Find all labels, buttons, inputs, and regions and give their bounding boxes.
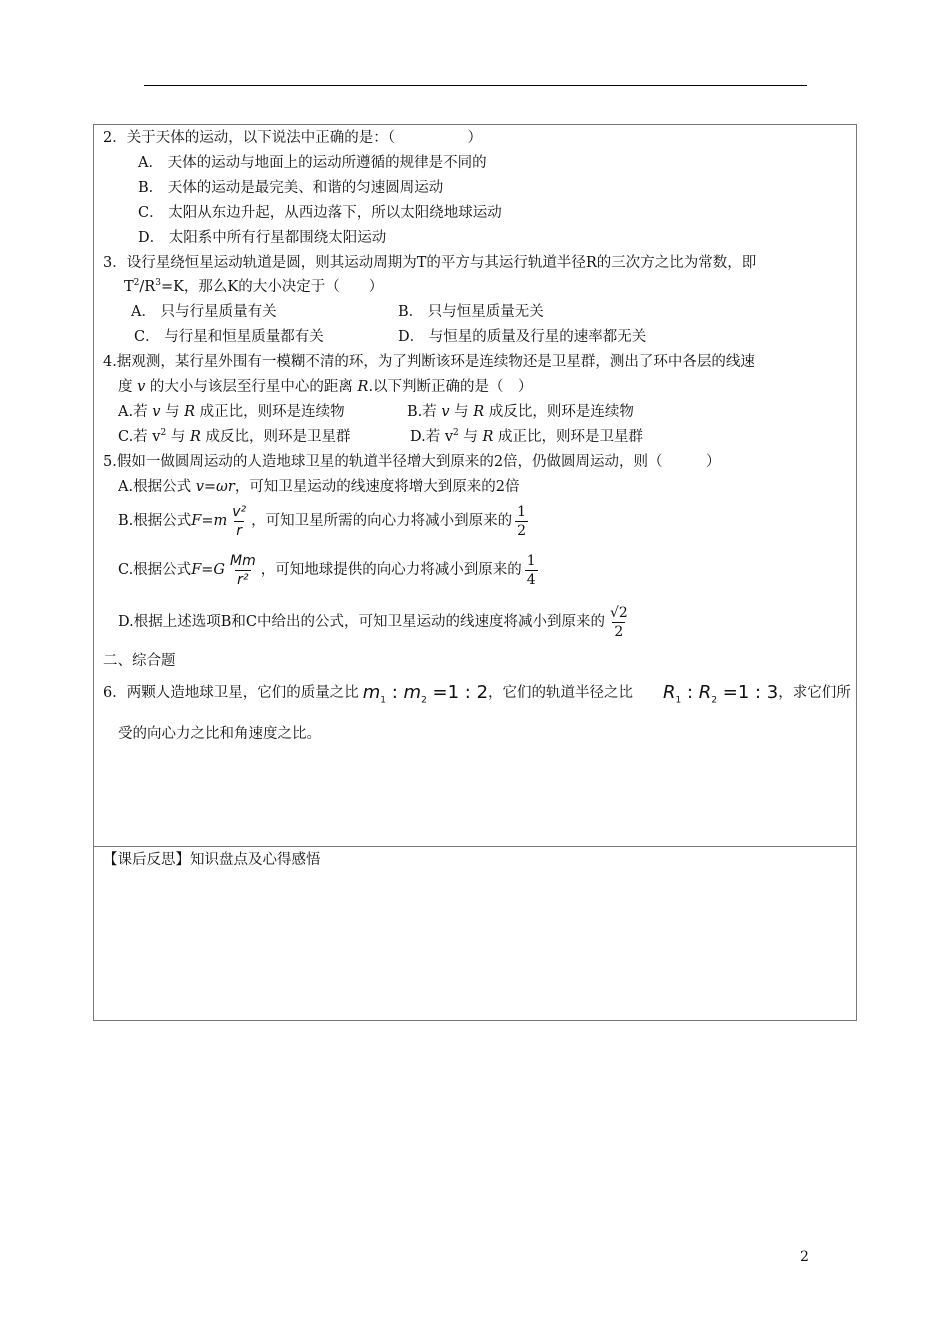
q3-option-b: B． 只与恒星质量无关: [398, 304, 544, 320]
q5-c-result-fraction: $\frac{1}{4}$: [526, 552, 536, 588]
q4-option-a: A.若 v 与 R 成正比，则环是连续物: [118, 404, 345, 420]
q5-option-b: B.根据公式 F=m $\frac{\text{v²}}{r}$ ，可知卫星所需的向心力将减小到原来的 $\frac{1}{2}$: [118, 503, 527, 539]
radius-ratio-equation: $R_1$ : $R_2 =1$ : 3: [663, 682, 779, 706]
q3-option-c: C． 与行星和恒星质量都有关: [134, 329, 324, 345]
q5-b-formula-fraction: $\frac{\text{v²}}{r}$: [232, 503, 247, 539]
reflection-box: [93, 846, 857, 1021]
q5-d-result-fraction: $\frac{√2}{2}$: [609, 604, 628, 640]
q5-option-a: A.根据公式 v=ωr，可知卫星运动的线速度将增大到原来的2倍: [118, 479, 520, 495]
section-title: 二、综合题: [103, 653, 176, 669]
q6-stem-line2: 受的向心力之比和角速度之比。: [118, 726, 321, 742]
q5-option-d: D.根据上述选项B和C中给出的公式，可知卫星运动的线速度将减小到原来的 $\frac{√2}{2}$: [118, 604, 628, 640]
q2-option-b: B． 天体的运动是最完美、和谐的匀速圆周运动: [138, 180, 444, 196]
q3-option-a: A． 只与行星质量有关: [131, 304, 277, 320]
q4-stem-line2: 度 v 的大小与该层至行星中心的距离 R.以下判断正确的是（ ）: [118, 379, 533, 395]
q5-b-result-fraction: $\frac{1}{2}$: [517, 503, 527, 539]
q2-option-c: C． 太阳从东边升起，从西边落下，所以太阳绕地球运动: [138, 205, 502, 221]
page-number: 2: [800, 1249, 809, 1265]
q4-option-c: C.若 $v^2$ 与 R 成反比，则环是卫星群: [118, 428, 351, 445]
q2-stem: 2．关于天体的运动，以下说法中正确的是：（ ）: [103, 130, 482, 146]
q4-option-b: B.若 v 与 R 成反比，则环是连续物: [407, 404, 634, 420]
q5-option-c: C.根据公式 F=G $\frac{Mm}{\text{r²}}$ ，可知地球提供的向心力将减小到原来的 $\frac{1}{4}$: [118, 552, 536, 588]
q5-stem: 5.假如一做圆周运动的人造地球卫星的轨道半径增大到原来的2倍，仍做圆周运动，则（ ）: [103, 454, 721, 470]
q3-option-d: D． 与恒星的质量及行星的速率都无关: [398, 329, 647, 345]
q2-option-a: A． 天体的运动与地面上的运动所遵循的规律是不同的: [138, 155, 487, 171]
q4-option-d: D.若 $v^2$ 与 R 成正比，则环是卫星群: [410, 428, 644, 445]
q3-formula: $T^2/R^3=K$，那么K的大小决定于（ ）: [124, 278, 384, 295]
q2-option-d: D． 太阳系中所有行星都围绕太阳运动: [138, 230, 387, 246]
mass-ratio-equation: $m_1$ : $m_2 =1$ : 2: [362, 682, 489, 706]
header-rule: [144, 85, 807, 86]
q4-stem-line1: 4.据观测，某行星外围有一模糊不清的环，为了判断该环是连续物还是卫星群，测出了环中各层的线速: [103, 354, 755, 370]
q3-stem: 3．设行星绕恒星运动轨道是圆，则其运动周期为T的平方与其运行轨道半径R的三次方之比为常数，即: [103, 255, 757, 271]
q6-stem-line1: 6．两颗人造地球卫星，它们的质量之比 $m_1$ : $m_2 =1$ : 2 ，它们的轨道半径之比 $R_1$ : $R_2 =1$ : 3 ，求它们所: [103, 676, 851, 710]
reflection-label: 【课后反思】知识盘点及心得感悟: [103, 852, 321, 868]
q5-c-formula-fraction: $\frac{Mm}{\text{r²}}$: [229, 552, 256, 588]
